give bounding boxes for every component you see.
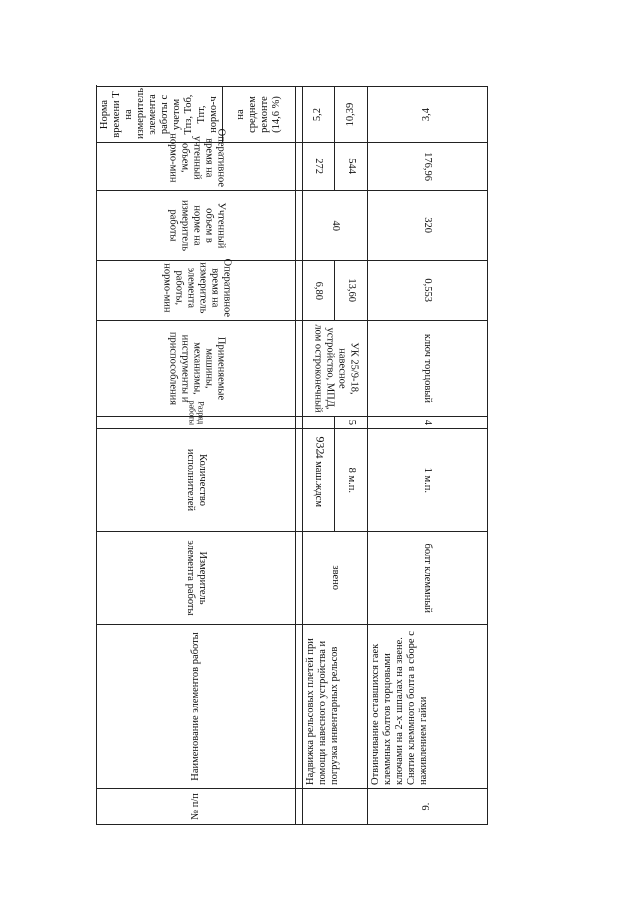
header-op-time-volume: Оперативное время на учтенный объем, нормо-мин: [97, 143, 296, 191]
row2-volume: 320: [368, 191, 488, 261]
row2-op-time-volume: 176,96: [368, 143, 488, 191]
header-volume: Учтенный объем в норме на измеритель работы: [97, 191, 296, 261]
header-avg-repair: на среднем ремонте (14,6 %): [222, 87, 295, 143]
row1-op-time-volume-a: 272: [302, 143, 335, 191]
page-number: 932: [313, 436, 328, 455]
row1-performers-b: 8 м.п.: [335, 429, 368, 532]
row1-op-time-volume-b: 544: [335, 143, 368, 191]
norm-table-holder: [96, 87, 488, 825]
row1-op-time-meter-b: 13,60: [335, 261, 368, 321]
row1-meter: звено: [302, 532, 367, 625]
row2-meter: болт клеммный: [368, 532, 488, 625]
rotated-table: [96, 87, 488, 825]
row2-no: 9.: [368, 789, 488, 825]
row1-avg-a: 5,2: [302, 87, 335, 143]
row1-machines: УК 25/9-18, навесное устройство, МПД, лом остроконечный: [302, 321, 367, 417]
row1-no: [302, 789, 367, 825]
row2-name: Отвинчивание оставшихся гаек клеммных болтов торцовыми ключами на 2-х шпалах на звене. Снятие клеммного болта в сборе с наживлением гайки: [368, 625, 488, 789]
header-norm-group: Норма времени Т на измеритель элемента работы с учетом Тпз, Тоб, Тпт, нормо-ч: [97, 87, 223, 143]
header-grade: Разряд работы: [97, 417, 296, 429]
header-meter: Измеритель элемента работы: [97, 532, 296, 625]
header-name: Наименование элементов работы: [97, 625, 296, 789]
table-row: [368, 87, 488, 825]
header-performers: Количество исполнителей: [97, 429, 296, 532]
header-no: № п/п: [97, 789, 296, 825]
row1-avg-b: 10,39: [335, 87, 368, 143]
row1-volume: 40: [302, 191, 367, 261]
table-row: [302, 87, 335, 825]
header-machines: Применяемые машины, механизмы, инструменты и приспособления: [97, 321, 296, 417]
row2-performers: 1 м.п.: [368, 429, 488, 532]
row1-grade-b: 5: [335, 417, 368, 429]
row1-performers-a: 4 маш.ждсм: [302, 429, 335, 532]
row2-grade: 4: [368, 417, 488, 429]
row1-grade-a: [302, 417, 335, 429]
row1-name: Надвижка рельсовых плетей при помощи навесного устройства и погрузка инвентарных рельсов: [302, 625, 367, 789]
header-op-time-meter: Оперативное время на измеритель элемента работы, нормо-мин: [97, 261, 296, 321]
norm-table: [96, 86, 488, 825]
row1-op-time-meter-a: 6,80: [302, 261, 335, 321]
row2-machines: ключ торцовый: [368, 321, 488, 417]
row2-op-time-meter: 0,553: [368, 261, 488, 321]
row2-avg: 3,4: [368, 87, 488, 143]
